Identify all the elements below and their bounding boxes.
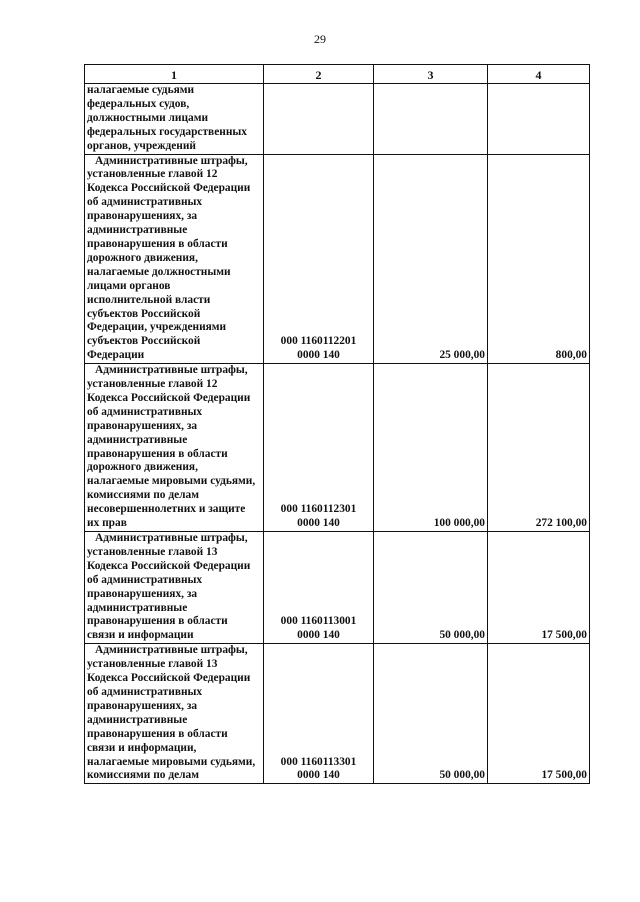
revenue-name-line: административные — [87, 713, 188, 726]
revenue-name-line: Административные штрафы, — [95, 644, 248, 657]
table-row — [85, 154, 590, 364]
revenue-name-line: Административные штрафы, — [95, 532, 248, 544]
budget-code-cell — [264, 364, 374, 532]
page-number: 29 — [314, 32, 326, 46]
budget-code-cell — [264, 154, 374, 364]
budget-code-cell — [264, 532, 374, 644]
revenue-name-line: их прав — [87, 517, 127, 530]
revenue-name-line: об административных — [87, 405, 203, 418]
revenue-name-line: об административных — [87, 573, 203, 586]
revenue-name-cell — [85, 644, 264, 784]
budget-code-line: 000 1160113001 — [280, 615, 357, 628]
column-header-4: 4 — [488, 65, 590, 84]
revenue-name-line: административные — [87, 433, 188, 446]
table-row — [85, 84, 590, 155]
budget-code-line: 000 1160113301 — [280, 755, 357, 768]
revenue-name-cell — [85, 84, 264, 155]
revenue-name-line: Административные штрафы, — [95, 364, 248, 377]
revenue-name-line: лицами органов — [87, 279, 171, 292]
revenue-name-line: административные — [87, 601, 188, 614]
revenue-name-line: установленные главой 12 — [87, 168, 218, 181]
revenue-name-line: установленные главой 13 — [87, 545, 218, 558]
revenue-name-line: дорожного движения, — [87, 251, 198, 264]
revenue-name-line: федеральных судов, — [87, 97, 190, 110]
budget-code-line: 0000 140 — [297, 769, 340, 782]
revenue-name-line: комиссиями по делам — [87, 769, 199, 782]
amount-col4-cell — [488, 84, 590, 155]
budget-revenue-table — [84, 64, 590, 784]
table-body — [85, 84, 590, 784]
revenue-name-line: комиссиями по делам — [87, 489, 199, 502]
amount-col3-cell — [374, 84, 488, 155]
revenue-name-line: Федерации — [87, 349, 145, 362]
budget-code-line: 0000 140 — [297, 349, 340, 362]
column-header-1: 1 — [85, 65, 264, 84]
amount-col3-cell: 50 000,00 — [374, 644, 488, 784]
amount-col3-cell: 50 000,00 — [374, 532, 488, 644]
revenue-name-line: правонарушениях, за — [87, 419, 198, 432]
revenue-name-line: налагаемые мировыми судьями, — [87, 755, 256, 768]
revenue-name-line: дорожного движения, — [87, 461, 198, 474]
revenue-name-line: правонарушения в области — [87, 727, 228, 740]
column-header-3: 3 — [374, 65, 488, 84]
revenue-name-line: правонарушениях, за — [87, 699, 198, 712]
amount-col4-cell: 17 500,00 — [488, 532, 590, 644]
revenue-name-line: налагаемые должностными — [87, 265, 231, 278]
budget-code-line: 0000 140 — [297, 517, 340, 530]
revenue-name-line: правонарушениях, за — [87, 210, 198, 223]
revenue-name-cell — [85, 532, 264, 644]
revenue-name-line: правонарушения в области — [87, 447, 228, 460]
table-row — [85, 644, 590, 784]
amount-col3-cell: 25 000,00 — [374, 154, 488, 364]
revenue-name-line: установленные главой 12 — [87, 378, 218, 391]
revenue-name-line: субъектов Российской — [87, 335, 201, 348]
revenue-name-line: субъектов Российской — [87, 307, 201, 320]
revenue-name-line: установленные главой 13 — [87, 658, 218, 671]
revenue-name-line: Административные штрафы, — [95, 154, 248, 167]
amount-col4-cell: 272 100,00 — [488, 364, 590, 532]
revenue-name-line: об административных — [87, 685, 203, 698]
revenue-name-line: правонарушениях, за — [87, 587, 198, 600]
amount-col3-cell: 100 000,00 — [374, 364, 488, 532]
revenue-name-line: Федерации, учреждениями — [87, 321, 227, 334]
revenue-name-line: связи и информации — [87, 629, 194, 642]
revenue-name-line: налагаемые мировыми судьями, — [87, 475, 256, 488]
table-row — [85, 532, 590, 644]
revenue-name-line: правонарушения в области — [87, 237, 228, 250]
revenue-name-line: связи и информации, — [87, 741, 197, 754]
budget-code-cell — [264, 84, 374, 155]
revenue-name-line: об административных — [87, 196, 203, 209]
revenue-name-cell — [85, 364, 264, 532]
budget-code-line: 0000 140 — [297, 629, 340, 642]
revenue-name-line: федеральных государственных — [87, 125, 247, 138]
revenue-name-line: должностными лицами — [87, 111, 209, 124]
revenue-name-line: исполнительной власти — [87, 293, 211, 306]
revenue-name-line: Кодекса Российской Федерации — [87, 391, 251, 404]
budget-code-cell — [264, 644, 374, 784]
revenue-name-line: органов, учреждений — [87, 139, 196, 152]
amount-col4-cell: 17 500,00 — [488, 644, 590, 784]
table-row — [85, 364, 590, 532]
revenue-name-line: налагаемые судьями — [87, 84, 195, 96]
amount-col4-cell: 800,00 — [488, 154, 590, 364]
revenue-name-line: Кодекса Российской Федерации — [87, 182, 251, 195]
revenue-name-line: несовершеннолетних и защите — [87, 503, 246, 516]
revenue-name-cell — [85, 154, 264, 364]
revenue-name-line: Кодекса Российской Федерации — [87, 672, 251, 685]
header-row — [85, 65, 590, 84]
column-header-2: 2 — [264, 65, 374, 84]
revenue-name-line: Кодекса Российской Федерации — [87, 559, 251, 572]
revenue-name-line: правонарушения в области — [87, 615, 228, 628]
revenue-name-line: административные — [87, 224, 188, 237]
budget-code-line: 000 1160112201 — [280, 335, 357, 348]
budget-code-line: 000 1160112301 — [280, 503, 357, 516]
